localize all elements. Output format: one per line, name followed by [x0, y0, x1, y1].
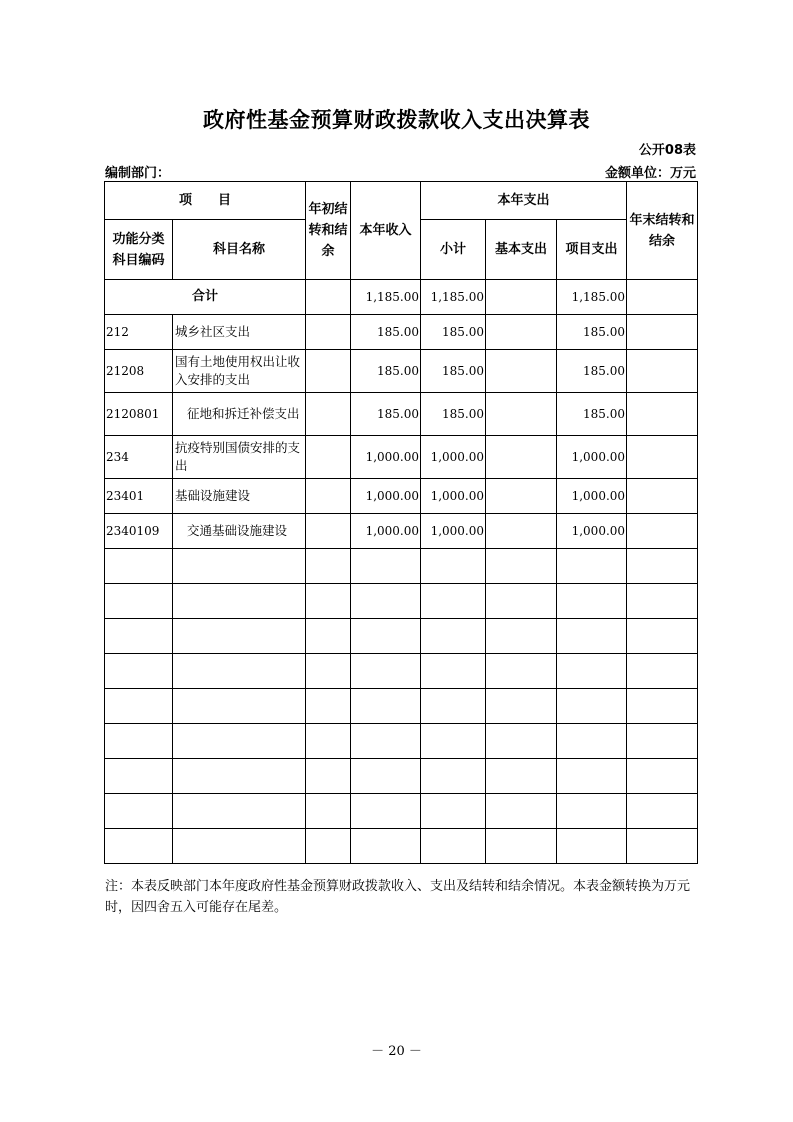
end-cell — [627, 393, 698, 436]
form-number: 公开08表 — [638, 143, 696, 158]
empty-cell — [627, 794, 698, 829]
empty-cell — [351, 584, 421, 619]
table-row — [105, 393, 698, 436]
empty-cell — [306, 829, 351, 864]
empty-cell — [421, 654, 486, 689]
empty-cell — [173, 794, 306, 829]
begin-cell — [306, 315, 351, 350]
empty-cell — [627, 829, 698, 864]
empty-cell — [421, 689, 486, 724]
subject-name-cell: 国有土地使用权出让收入安排的支出 — [173, 350, 306, 393]
empty-cell — [173, 584, 306, 619]
header-item: 项 目 — [105, 182, 306, 220]
project-cell: 1,000.00 — [557, 479, 627, 514]
empty-cell — [486, 689, 557, 724]
empty-cell — [557, 689, 627, 724]
income-cell: 185.00 — [351, 393, 421, 436]
empty-cell — [306, 759, 351, 794]
empty-cell — [486, 619, 557, 654]
table-meta — [105, 162, 696, 181]
header-income: 本年收入 — [351, 182, 421, 280]
end-cell — [627, 350, 698, 393]
empty-cell — [557, 829, 627, 864]
begin-cell — [306, 436, 351, 479]
empty-cell — [557, 794, 627, 829]
total-begin — [306, 280, 351, 315]
empty-cell — [351, 724, 421, 759]
empty-cell — [351, 689, 421, 724]
empty-cell — [351, 654, 421, 689]
basic-cell — [486, 350, 557, 393]
page-number: － 20 － — [371, 1044, 422, 1059]
empty-row — [105, 724, 698, 759]
empty-cell — [173, 689, 306, 724]
begin-cell — [306, 350, 351, 393]
subtotal-cell: 1,000.00 — [421, 479, 486, 514]
budget-table — [104, 181, 698, 864]
income-cell: 1,000.00 — [351, 436, 421, 479]
header-project: 项目支出 — [557, 220, 627, 280]
unit-label: 金额单位：万元 — [604, 166, 696, 181]
total-label: 合计 — [105, 280, 306, 315]
empty-cell — [486, 724, 557, 759]
empty-cell — [173, 654, 306, 689]
empty-cell — [486, 654, 557, 689]
basic-cell — [486, 436, 557, 479]
empty-cell — [306, 654, 351, 689]
empty-cell — [173, 619, 306, 654]
begin-cell — [306, 479, 351, 514]
income-cell: 185.00 — [351, 350, 421, 393]
empty-cell — [627, 759, 698, 794]
header-begin-balance: 年初结转和结余 — [306, 182, 351, 280]
empty-cell — [105, 794, 173, 829]
empty-cell — [421, 549, 486, 584]
empty-cell — [306, 794, 351, 829]
empty-cell — [486, 829, 557, 864]
empty-cell — [306, 584, 351, 619]
empty-cell — [557, 654, 627, 689]
func-code-cell: 23401 — [105, 479, 173, 514]
empty-cell — [486, 549, 557, 584]
empty-cell — [557, 584, 627, 619]
empty-cell — [486, 584, 557, 619]
page-title: 政府性基金预算财政拨款收入支出决算表 — [203, 108, 590, 132]
header-func-code: 功能分类科目编码 — [105, 220, 173, 280]
empty-cell — [421, 584, 486, 619]
table-row — [105, 315, 698, 350]
total-subtotal: 1,185.00 — [421, 280, 486, 315]
project-cell: 185.00 — [557, 315, 627, 350]
basic-cell — [486, 315, 557, 350]
project-cell: 1,000.00 — [557, 436, 627, 479]
income-cell: 185.00 — [351, 315, 421, 350]
project-cell: 185.00 — [557, 393, 627, 436]
empty-cell — [421, 759, 486, 794]
basic-cell — [486, 514, 557, 549]
empty-cell — [105, 584, 173, 619]
empty-row — [105, 759, 698, 794]
begin-cell — [306, 393, 351, 436]
empty-cell — [105, 759, 173, 794]
subject-name-cell: 交通基础设施建设 — [173, 514, 306, 549]
empty-cell — [486, 759, 557, 794]
empty-cell — [105, 829, 173, 864]
header-subtotal: 小计 — [421, 220, 486, 280]
basic-cell — [486, 479, 557, 514]
empty-cell — [173, 549, 306, 584]
empty-row — [105, 829, 698, 864]
header-basic: 基本支出 — [486, 220, 557, 280]
empty-cell — [557, 759, 627, 794]
subtotal-cell: 185.00 — [421, 393, 486, 436]
empty-cell — [351, 829, 421, 864]
empty-cell — [627, 724, 698, 759]
empty-cell — [421, 724, 486, 759]
subtotal-cell: 1,000.00 — [421, 514, 486, 549]
project-cell: 185.00 — [557, 350, 627, 393]
end-cell — [627, 436, 698, 479]
empty-cell — [105, 689, 173, 724]
total-row — [105, 280, 698, 315]
empty-row — [105, 584, 698, 619]
empty-cell — [627, 654, 698, 689]
total-end — [627, 280, 698, 315]
header-subject-name: 科目名称 — [173, 220, 306, 280]
begin-cell — [306, 514, 351, 549]
subtotal-cell: 185.00 — [421, 315, 486, 350]
empty-row — [105, 619, 698, 654]
empty-cell — [105, 724, 173, 759]
empty-cell — [627, 619, 698, 654]
subject-name-cell: 征地和拆迁补偿支出 — [173, 393, 306, 436]
func-code-cell: 21208 — [105, 350, 173, 393]
func-code-cell: 212 — [105, 315, 173, 350]
empty-cell — [627, 549, 698, 584]
empty-cell — [306, 549, 351, 584]
empty-cell — [306, 724, 351, 759]
empty-cell — [557, 549, 627, 584]
subtotal-cell: 1,000.00 — [421, 436, 486, 479]
empty-cell — [557, 724, 627, 759]
func-code-cell: 2340109 — [105, 514, 173, 549]
basic-cell — [486, 393, 557, 436]
empty-cell — [627, 689, 698, 724]
empty-row — [105, 689, 698, 724]
subject-name-cell: 抗疫特别国债安排的支出 — [173, 436, 306, 479]
total-income: 1,185.00 — [351, 280, 421, 315]
empty-cell — [173, 724, 306, 759]
empty-row — [105, 549, 698, 584]
table-row — [105, 514, 698, 549]
empty-cell — [105, 654, 173, 689]
end-cell — [627, 514, 698, 549]
income-cell: 1,000.00 — [351, 479, 421, 514]
empty-row — [105, 794, 698, 829]
empty-cell — [173, 759, 306, 794]
end-cell — [627, 315, 698, 350]
func-code-cell: 2120801 — [105, 393, 173, 436]
empty-cell — [421, 619, 486, 654]
func-code-cell: 234 — [105, 436, 173, 479]
total-basic — [486, 280, 557, 315]
empty-cell — [627, 584, 698, 619]
table-row — [105, 350, 698, 393]
subject-name-cell: 城乡社区支出 — [173, 315, 306, 350]
department-label: 编制部门： — [105, 166, 171, 181]
empty-cell — [421, 794, 486, 829]
empty-cell — [351, 619, 421, 654]
project-cell: 1,000.00 — [557, 514, 627, 549]
empty-cell — [351, 794, 421, 829]
empty-cell — [351, 759, 421, 794]
empty-cell — [351, 549, 421, 584]
empty-cell — [486, 794, 557, 829]
subject-name-cell: 基础设施建设 — [173, 479, 306, 514]
empty-cell — [306, 619, 351, 654]
table-row — [105, 436, 698, 479]
table-row — [105, 479, 698, 514]
empty-cell — [105, 549, 173, 584]
empty-cell — [306, 689, 351, 724]
empty-cell — [105, 619, 173, 654]
header-expense: 本年支出 — [421, 182, 627, 220]
end-cell — [627, 479, 698, 514]
total-project: 1,185.00 — [557, 280, 627, 315]
footnote: 注：本表反映部门本年度政府性基金预算财政拨款收入、支出及结转和结余情况。本表金额转换为万元时，因四舍五入可能存在尾差。 — [105, 879, 691, 915]
empty-row — [105, 654, 698, 689]
subtotal-cell: 185.00 — [421, 350, 486, 393]
header-end-balance: 年末结转和结余 — [627, 182, 698, 280]
empty-cell — [557, 619, 627, 654]
income-cell: 1,000.00 — [351, 514, 421, 549]
empty-cell — [173, 829, 306, 864]
empty-cell — [421, 829, 486, 864]
